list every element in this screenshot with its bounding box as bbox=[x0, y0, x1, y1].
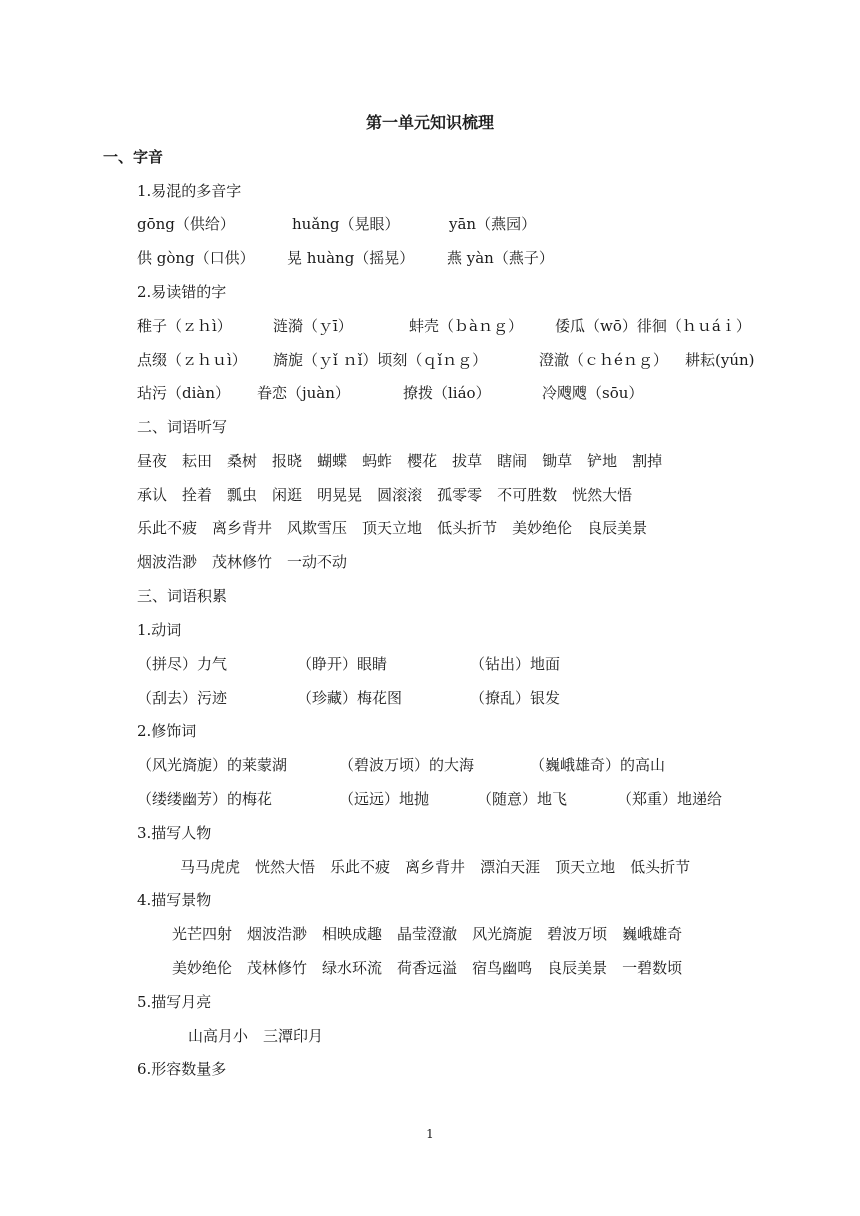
verb-item: （拼尽）力气 bbox=[137, 655, 228, 673]
scenery-row-2 bbox=[172, 958, 697, 978]
word-item: 离乡背井 bbox=[212, 519, 273, 537]
verb-item: （撩乱）银发 bbox=[470, 689, 561, 707]
section-heading-pronunciation: 一、字音 bbox=[103, 148, 164, 166]
word-item: 一碧数顷 bbox=[622, 959, 683, 977]
word-item: 烟波浩渺 bbox=[247, 925, 308, 943]
moon-row bbox=[188, 1026, 338, 1046]
word-item: 美妙绝伦 bbox=[172, 959, 233, 977]
section-heading-vocabulary: 三、词语积累 bbox=[137, 587, 228, 605]
word-item: 蝴蝶 bbox=[317, 452, 348, 470]
subheading-verbs: 1.动词 bbox=[137, 621, 182, 639]
verbs-row-1 bbox=[137, 654, 837, 674]
misread-row-1 bbox=[137, 316, 837, 336]
word-item: 圆滚滚 bbox=[377, 486, 423, 504]
modifier-item: （风光旖旎）的莱蒙湖 bbox=[137, 756, 288, 774]
word-item: 顶天立地 bbox=[555, 858, 616, 876]
word-item: 恍然大悟 bbox=[572, 486, 633, 504]
section-heading-dictation: 二、词语听写 bbox=[137, 418, 228, 436]
subheading-scenery: 4.描写景物 bbox=[137, 891, 212, 909]
word-item: 瓢虫 bbox=[227, 486, 258, 504]
polyphonic-item: huǎng（晃眼） bbox=[292, 215, 400, 233]
misread-item: 点缀（ｚｈｕì） bbox=[137, 351, 247, 369]
verb-item: （刮去）污迹 bbox=[137, 689, 228, 707]
word-item: 绿水环流 bbox=[322, 959, 383, 977]
word-item: 不可胜数 bbox=[497, 486, 558, 504]
word-item: 拔草 bbox=[452, 452, 483, 470]
scenery-row-1 bbox=[172, 924, 697, 944]
word-item: 良辰美景 bbox=[587, 519, 648, 537]
dictation-row-3 bbox=[137, 518, 662, 538]
word-item: 宿鸟幽鸣 bbox=[472, 959, 533, 977]
word-item: 美妙绝伦 bbox=[512, 519, 573, 537]
subheading-polyphonic: 1.易混的多音字 bbox=[137, 182, 242, 200]
word-item: 闲逛 bbox=[272, 486, 303, 504]
word-item: 风光旖旎 bbox=[472, 925, 533, 943]
word-item: 顶天立地 bbox=[362, 519, 423, 537]
misread-item: 稚子（ｚｈì） bbox=[137, 317, 232, 335]
subheading-quantity: 6.形容数量多 bbox=[137, 1060, 227, 1078]
modifier-item: （郑重）地递给 bbox=[617, 790, 723, 808]
dictation-row-4 bbox=[137, 552, 362, 572]
polyphonic-item: yān（燕园） bbox=[449, 215, 537, 233]
word-item: 乐此不疲 bbox=[137, 519, 198, 537]
page-title: 第一单元知识梳理 bbox=[365, 113, 494, 132]
word-item: 荷香远溢 bbox=[397, 959, 458, 977]
dictation-row-1 bbox=[137, 451, 677, 471]
subheading-moon: 5.描写月亮 bbox=[137, 993, 212, 1011]
word-item: 烟波浩渺 bbox=[137, 553, 198, 571]
word-item: 瞎闹 bbox=[497, 452, 528, 470]
modifiers-row-2 bbox=[137, 789, 837, 809]
page-number: 1 bbox=[426, 1127, 434, 1141]
word-item: 乐此不疲 bbox=[330, 858, 391, 876]
misread-item: 澄澈（ｃｈéｎｇ） bbox=[539, 351, 668, 369]
word-item: 恍然大悟 bbox=[255, 858, 316, 876]
verb-item: （钻出）地面 bbox=[470, 655, 561, 673]
word-item: 相映成趣 bbox=[322, 925, 383, 943]
misread-item: 冷飕飕（sōu） bbox=[542, 384, 644, 402]
word-item: 锄草 bbox=[542, 452, 573, 470]
word-item: 马马虎虎 bbox=[180, 858, 241, 876]
verbs-row-2 bbox=[137, 688, 837, 708]
word-item: 明晃晃 bbox=[317, 486, 363, 504]
word-item: 低头折节 bbox=[630, 858, 691, 876]
polyphonic-item: gōng（供给） bbox=[137, 215, 235, 233]
word-item: 孤零零 bbox=[437, 486, 483, 504]
word-item: 茂林修竹 bbox=[247, 959, 308, 977]
misread-item: 眷恋（juàn） bbox=[257, 384, 350, 402]
word-item: 桑树 bbox=[227, 452, 258, 470]
subheading-people: 3.描写人物 bbox=[137, 824, 212, 842]
misread-item: 蚌壳（ｂàｎｇ） bbox=[409, 317, 523, 335]
misread-row-2 bbox=[137, 350, 837, 370]
modifiers-row-1 bbox=[137, 755, 837, 775]
modifier-item: （远远）地抛 bbox=[339, 790, 430, 808]
misread-item: 玷污（diàn） bbox=[137, 384, 231, 402]
word-item: 茂林修竹 bbox=[212, 553, 273, 571]
modifier-item: （碧波万顷）的大海 bbox=[339, 756, 475, 774]
word-item: 巍峨雄奇 bbox=[622, 925, 683, 943]
word-item: 漂泊天涯 bbox=[480, 858, 541, 876]
misread-item: 撩拨（liáo） bbox=[403, 384, 491, 402]
word-item: 蚂蚱 bbox=[362, 452, 393, 470]
word-item: 光芒四射 bbox=[172, 925, 233, 943]
word-item: 晶莹澄澈 bbox=[397, 925, 458, 943]
modifier-item: （巍峨雄奇）的高山 bbox=[530, 756, 666, 774]
polyphonic-row-2 bbox=[137, 248, 837, 268]
polyphonic-item: 供 gòng（口供） bbox=[137, 249, 255, 267]
dictation-row-2 bbox=[137, 485, 647, 505]
misread-item: 涟漪（ｙī） bbox=[273, 317, 353, 335]
word-item: 一动不动 bbox=[287, 553, 348, 571]
misread-item: 倭瓜（wō）徘徊（ｈｕáｉ） bbox=[555, 317, 751, 335]
polyphonic-row-1 bbox=[137, 214, 837, 234]
word-item: 耘田 bbox=[182, 452, 213, 470]
subheading-modifiers: 2.修饰词 bbox=[137, 722, 197, 740]
word-item: 报晓 bbox=[272, 452, 303, 470]
word-item: 割掉 bbox=[632, 452, 663, 470]
word-item: 昼夜 bbox=[137, 452, 168, 470]
modifier-item: （缕缕幽芳）的梅花 bbox=[137, 790, 273, 808]
word-item: 拴着 bbox=[182, 486, 213, 504]
word-item: 风欺雪压 bbox=[287, 519, 348, 537]
polyphonic-item: 晃 huàng（摇晃） bbox=[287, 249, 415, 267]
misread-row-3 bbox=[137, 383, 837, 403]
misread-item: 旖旎（ｙǐ ｎǐ）顷刻（ｑǐｎｇ） bbox=[273, 351, 488, 369]
word-item: 低头折节 bbox=[437, 519, 498, 537]
word-item: 三潭印月 bbox=[263, 1027, 324, 1045]
subheading-misread: 2.易读错的字 bbox=[137, 283, 227, 301]
word-item: 碧波万顷 bbox=[547, 925, 608, 943]
misread-item: 耕耘(yún) bbox=[685, 351, 755, 369]
modifier-item: （随意）地飞 bbox=[477, 790, 568, 808]
word-item: 承认 bbox=[137, 486, 168, 504]
verb-item: （睁开）眼睛 bbox=[297, 655, 388, 673]
people-row bbox=[180, 857, 705, 877]
word-item: 离乡背井 bbox=[405, 858, 466, 876]
verb-item: （珍藏）梅花图 bbox=[297, 689, 403, 707]
word-item: 铲地 bbox=[587, 452, 618, 470]
polyphonic-item: 燕 yàn（燕子） bbox=[447, 249, 554, 267]
word-item: 樱花 bbox=[407, 452, 438, 470]
word-item: 良辰美景 bbox=[547, 959, 608, 977]
word-item: 山高月小 bbox=[188, 1027, 249, 1045]
